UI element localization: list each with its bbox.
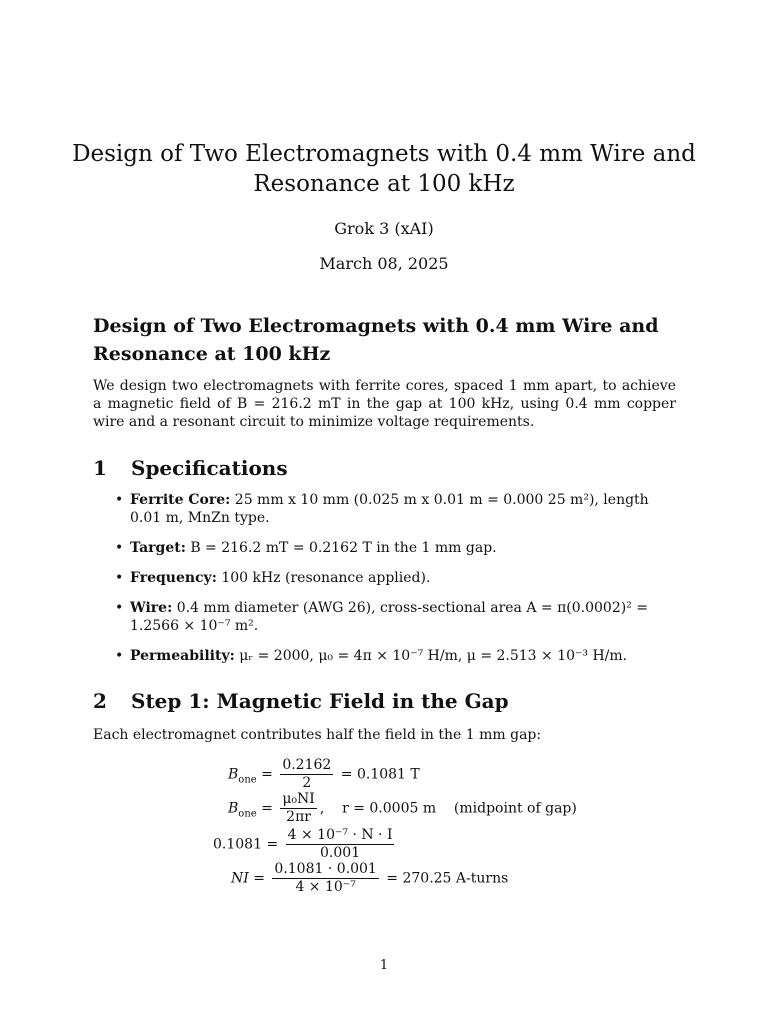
eq-rhs: , r = 0.0005 m (midpoint of gap): [319, 800, 577, 817]
denominator: 2: [302, 775, 312, 791]
section-number: 1: [93, 456, 107, 480]
item-label: Frequency:: [130, 570, 217, 586]
denominator: 4 × 10⁻⁷: [295, 879, 356, 895]
eq-lhs: B: [228, 800, 239, 817]
abstract-text-pre: We design two electromagnets with ferrite cores, spaced 1 mm apart, to achieve a magnetic field of: [93, 378, 676, 412]
item-text: μᵣ = 2000, μ₀ = 4π × 10⁻⁷ H/m, μ = 2.513 × 10⁻³ H/m.: [239, 648, 628, 664]
numerator: 0.2162: [282, 757, 332, 773]
eq-lhs-sub: one: [238, 808, 257, 820]
list-item: [113, 599, 678, 635]
eq-lhs: B: [228, 766, 239, 783]
author: Grok 3 (xAI): [334, 219, 434, 238]
eq-rhs: = 0.1081 T: [340, 766, 420, 783]
date: March 08, 2025: [319, 254, 449, 273]
equation-2: $B_{one}$ = $\frac{\text{μ₀NI}}{2\pi r}$ , r = 0.0005 m (midpoint of gap): [228, 791, 577, 825]
item-label: Wire:: [130, 600, 173, 616]
item-label: Target:: [130, 540, 186, 556]
section-heading-specifications: [93, 456, 288, 480]
fraction: [280, 791, 317, 826]
numerator: 4 × 10⁻⁷ · N · I: [287, 827, 393, 843]
item-label: Permeability:: [130, 648, 235, 664]
item-text: 0.4 mm diameter (AWG 26), cross-sectional area A = π(0.0002)² = 1.2566 × 10⁻⁷ m².: [130, 600, 648, 634]
section-title: Specifications: [131, 456, 288, 480]
list-item: [113, 539, 678, 557]
abstract-text-post: in the gap at 100 kHz, using 0.4 mm copper wire and a resonant circuit to minimize voltage requirements.: [93, 396, 676, 430]
eq-lhs-sub: one: [238, 774, 257, 786]
equation-3: 0.1081 = $\frac{\text{4 × 10⁻⁷ · N · I}}{0.001}$: [213, 827, 393, 861]
section-intro: Each electromagnet contributes half the field in the 1 mm gap:: [93, 727, 542, 743]
list-item: [113, 569, 678, 587]
section-heading-step1: [93, 689, 509, 713]
item-text: B = 216.2 mT = 0.2162 T in the 1 mm gap.: [190, 540, 497, 556]
subheading: Design of Two Electromagnets with 0.4 mm Wire and Resonance at 100 kHz: [93, 315, 659, 365]
fraction: [280, 757, 333, 792]
section-title: Step 1: Magnetic Field in the Gap: [131, 689, 509, 713]
fraction: [272, 861, 378, 896]
abstract-paragraph: [93, 377, 676, 431]
eq-lhs: NI: [231, 870, 249, 887]
specifications-list: [113, 491, 678, 677]
list-item: [113, 491, 678, 527]
denominator: 0.001: [320, 845, 361, 861]
item-label: Ferrite Core:: [130, 492, 231, 508]
fraction: [286, 827, 395, 862]
page-number: 1: [379, 958, 389, 973]
numerator: μ₀NI: [282, 791, 315, 807]
numerator: 0.1081 · 0.001: [274, 861, 377, 877]
item-text: 25 mm x 10 mm (0.025 m x 0.01 m = 0.000 25 m²), length 0.01 m, MnZn type.: [130, 492, 649, 526]
equation-1: $B_{one}$ = $\frac{0.2162}{2}$ = 0.1081 T: [228, 757, 420, 791]
item-text: 100 kHz (resonance applied).: [221, 570, 431, 586]
denominator: 2πr: [286, 809, 311, 825]
list-item: [113, 647, 678, 665]
eq-rhs: = 270.25 A-turns: [386, 870, 509, 887]
equation-4: NI = $\frac{0.1081 \cdot 0.001}{\text{4 × 10⁻⁷}}$ = 270.25 A-turns: [231, 861, 509, 895]
eq-lhs: 0.1081: [213, 836, 262, 853]
section-number: 2: [93, 689, 107, 713]
document-title: Design of Two Electromagnets with 0.4 mm Wire and Resonance at 100 kHz: [72, 141, 696, 197]
abstract-field-value: B = 216.2 mT: [237, 396, 341, 412]
